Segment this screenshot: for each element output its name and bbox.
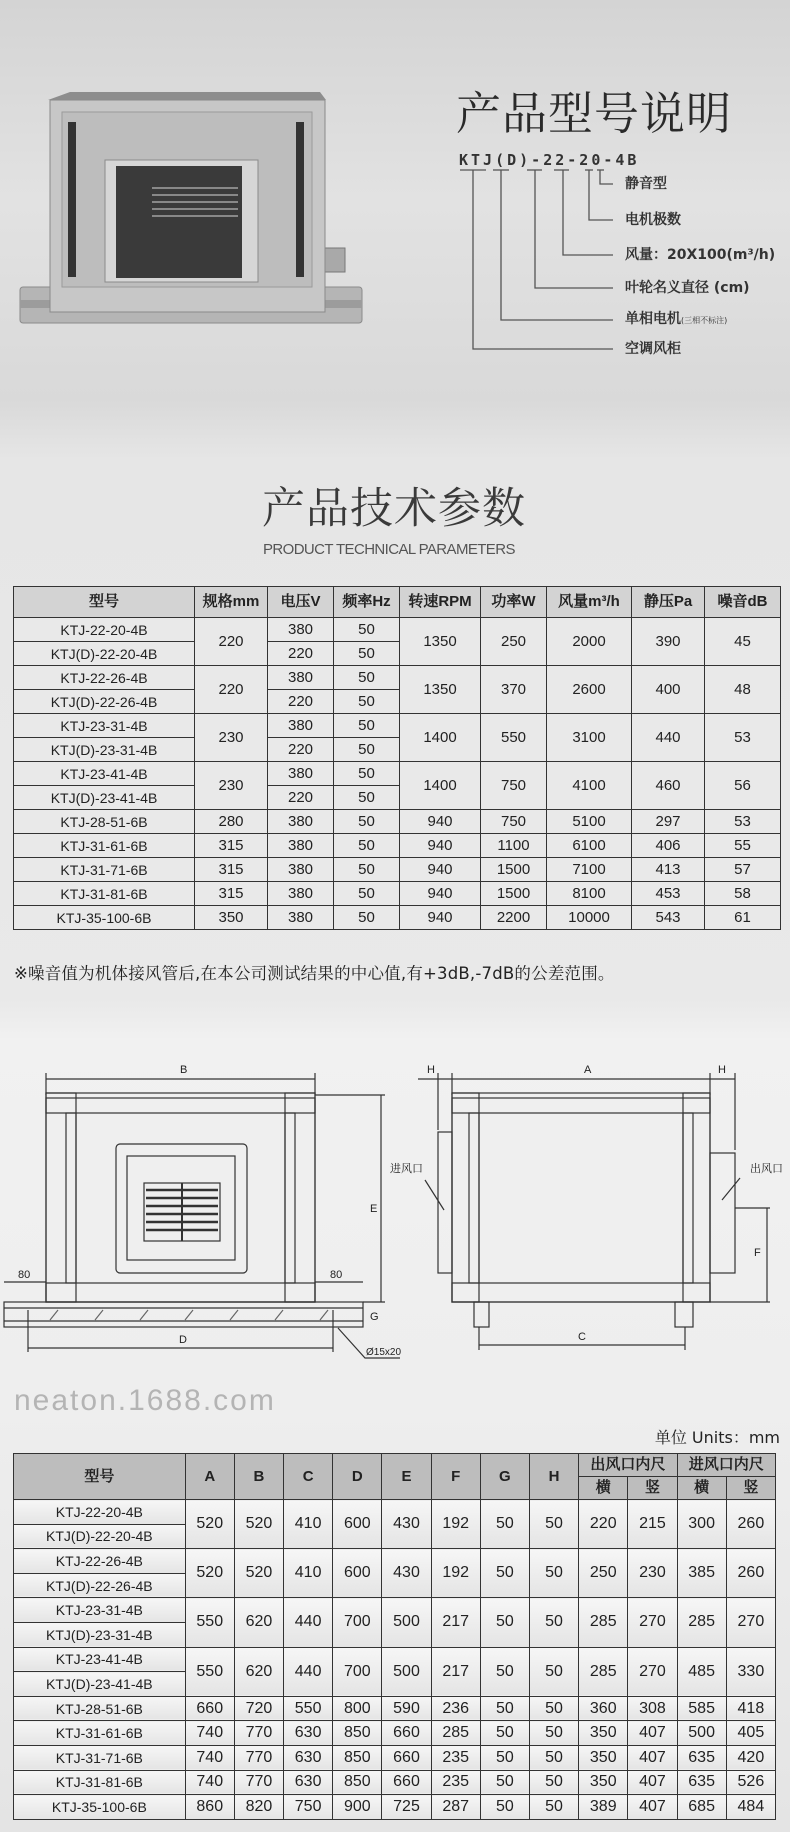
model-cell: KTJ-31-71-6B	[14, 858, 195, 882]
dim-label-h-left: H	[427, 1064, 435, 1076]
dimension-cell: 350	[579, 1745, 628, 1770]
dimension-cell: 50	[529, 1500, 578, 1549]
dimension-cell: 500	[382, 1647, 431, 1696]
pressure-cell: 390	[632, 618, 705, 666]
code-label-motor-poles: 电机极数	[625, 212, 681, 228]
dimension-cell: 850	[333, 1770, 382, 1795]
dimension-cell: 270	[628, 1598, 677, 1647]
column-header: 风量m³/h	[547, 587, 632, 618]
spec-cell: 220	[195, 618, 268, 666]
voltage-cell: 380	[268, 834, 334, 858]
frequency-cell: 50	[334, 834, 400, 858]
noise-cell: 53	[705, 810, 781, 834]
model-cell: KTJ(D)-23-31-4B	[14, 738, 195, 762]
dimension-cell: 217	[431, 1598, 480, 1647]
dimension-cell: 410	[284, 1500, 333, 1549]
table-row	[14, 1549, 776, 1574]
dimension-cell: 526	[726, 1770, 775, 1795]
dimension-cell: 50	[529, 1647, 578, 1696]
dimension-cell: 260	[726, 1500, 775, 1549]
code-label-cabinet: 空调风柜	[625, 341, 681, 357]
column-header: H	[529, 1454, 578, 1500]
table-row	[14, 1770, 776, 1795]
dimension-cell: 630	[284, 1770, 333, 1795]
dimension-cell: 440	[284, 1647, 333, 1696]
pressure-cell: 440	[632, 714, 705, 762]
rpm-cell: 1400	[400, 762, 481, 810]
column-header: B	[234, 1454, 283, 1500]
dimension-cell: 620	[234, 1647, 283, 1696]
dimension-cell: 285	[677, 1598, 726, 1647]
code-label-airflow: 风量：20X100(m³/h)	[625, 247, 776, 263]
dimension-cell: 236	[431, 1696, 480, 1721]
voltage-cell: 220	[268, 642, 334, 666]
code-label-impeller-diameter: 叶轮名义直径 (cm)	[625, 280, 750, 296]
dimension-cell: 635	[677, 1745, 726, 1770]
airflow-cell: 8100	[547, 882, 632, 906]
dimension-cell: 50	[529, 1721, 578, 1746]
dimension-cell: 600	[333, 1500, 382, 1549]
dimension-cell: 50	[480, 1549, 529, 1598]
frequency-cell: 50	[334, 618, 400, 642]
dimension-cell: 230	[628, 1549, 677, 1598]
tech-params-table	[13, 586, 781, 930]
dimension-cell: 800	[333, 1696, 382, 1721]
column-header: 转速RPM	[400, 587, 481, 618]
dimension-cell: 50	[480, 1745, 529, 1770]
rpm-cell: 1400	[400, 714, 481, 762]
dimension-cell: 192	[431, 1549, 480, 1598]
voltage-cell: 220	[268, 786, 334, 810]
power-cell: 1500	[481, 858, 547, 882]
sub-header: 竖	[726, 1477, 775, 1500]
tech-params-title: 产品技术参数	[262, 484, 526, 534]
dimension-cell: 270	[726, 1598, 775, 1647]
rpm-cell: 940	[400, 882, 481, 906]
model-cell: KTJ-35-100-6B	[14, 906, 195, 930]
model-cell: KTJ(D)-22-26-4B	[14, 1573, 186, 1598]
dimension-cell: 630	[284, 1721, 333, 1746]
dimension-cell: 485	[677, 1647, 726, 1696]
table-row	[14, 1795, 776, 1820]
voltage-cell: 220	[268, 738, 334, 762]
power-cell: 250	[481, 618, 547, 666]
dimension-cell: 750	[284, 1795, 333, 1820]
model-cell: KTJ-31-61-6B	[14, 1721, 186, 1746]
model-cell: KTJ-22-26-4B	[14, 1549, 186, 1574]
dimension-cell: 550	[284, 1696, 333, 1721]
rpm-cell: 940	[400, 906, 481, 930]
spec-cell: 280	[195, 810, 268, 834]
dimension-cell: 217	[431, 1647, 480, 1696]
code-label-single-phase-note: (三相不标注)	[681, 316, 728, 325]
model-cell: KTJ(D)-22-20-4B	[14, 642, 195, 666]
voltage-cell: 220	[268, 690, 334, 714]
dimension-cell: 740	[185, 1770, 234, 1795]
dimension-cell: 350	[579, 1721, 628, 1746]
table-row	[14, 1598, 776, 1623]
dimension-cell: 700	[333, 1647, 382, 1696]
model-cell: KTJ(D)-23-41-4B	[14, 1672, 186, 1697]
model-cell: KTJ(D)-23-31-4B	[14, 1622, 186, 1647]
model-cell: KTJ-23-41-4B	[14, 762, 195, 786]
code-label-silent: 静音型	[625, 176, 667, 192]
group-header: 进风口内尺	[677, 1454, 775, 1477]
dimension-drawing	[0, 1040, 790, 1370]
dimension-cell: 50	[480, 1770, 529, 1795]
dimension-cell: 330	[726, 1647, 775, 1696]
dimension-cell: 660	[382, 1745, 431, 1770]
table-row	[14, 858, 781, 882]
model-cell: KTJ-23-41-4B	[14, 1647, 186, 1672]
dimension-cell: 500	[382, 1598, 431, 1647]
column-header: C	[284, 1454, 333, 1500]
dimension-cell: 50	[480, 1500, 529, 1549]
model-cell: KTJ-35-100-6B	[14, 1795, 186, 1820]
dimension-cell: 360	[579, 1696, 628, 1721]
dimension-cell: 389	[579, 1795, 628, 1820]
dimension-cell: 308	[628, 1696, 677, 1721]
frequency-cell: 50	[334, 858, 400, 882]
dim-label-b: B	[180, 1064, 188, 1076]
column-header: G	[480, 1454, 529, 1500]
table-row	[14, 1721, 776, 1746]
side-view-drawing	[418, 1073, 770, 1350]
model-cell: KTJ(D)-23-41-4B	[14, 786, 195, 810]
rpm-cell: 1350	[400, 618, 481, 666]
dimension-cell: 520	[185, 1549, 234, 1598]
dimension-cell: 50	[480, 1721, 529, 1746]
dimension-cell: 630	[284, 1745, 333, 1770]
group-header: 出风口内尺	[579, 1454, 677, 1477]
dimension-cell: 585	[677, 1696, 726, 1721]
dimension-cell: 600	[333, 1549, 382, 1598]
power-cell: 2200	[481, 906, 547, 930]
dim-label-c: C	[578, 1331, 586, 1343]
model-cell: KTJ-31-81-6B	[14, 1770, 186, 1795]
dimension-cell: 350	[579, 1770, 628, 1795]
dimension-cell: 520	[234, 1549, 283, 1598]
table-row	[14, 666, 781, 690]
dimension-cell: 550	[185, 1647, 234, 1696]
frequency-cell: 50	[334, 786, 400, 810]
airflow-cell: 5100	[547, 810, 632, 834]
column-header: 功率W	[481, 587, 547, 618]
dimension-cell: 220	[579, 1500, 628, 1549]
model-cell: KTJ-22-26-4B	[14, 666, 195, 690]
noise-cell: 45	[705, 618, 781, 666]
airflow-cell: 2000	[547, 618, 632, 666]
table-row	[14, 618, 781, 642]
dimension-cell: 50	[529, 1795, 578, 1820]
pressure-cell: 406	[632, 834, 705, 858]
column-header: F	[431, 1454, 480, 1500]
dimension-cell: 820	[234, 1795, 283, 1820]
dimension-cell: 405	[726, 1721, 775, 1746]
dim-label-80-right: 80	[330, 1269, 343, 1281]
airflow-cell: 3100	[547, 714, 632, 762]
table-row	[14, 1647, 776, 1672]
dimension-cell: 235	[431, 1745, 480, 1770]
spec-cell: 220	[195, 666, 268, 714]
dimension-cell: 287	[431, 1795, 480, 1820]
dimension-cell: 215	[628, 1500, 677, 1549]
power-cell: 750	[481, 762, 547, 810]
airflow-cell: 7100	[547, 858, 632, 882]
voltage-cell: 380	[268, 666, 334, 690]
model-explanation-title: 产品型号说明	[456, 87, 733, 140]
tech-params-subtitle: PRODUCT TECHNICAL PARAMETERS	[263, 541, 515, 558]
model-cell: KTJ-28-51-6B	[14, 1696, 186, 1721]
airflow-cell: 6100	[547, 834, 632, 858]
dim-label-f: F	[754, 1247, 761, 1259]
power-cell: 550	[481, 714, 547, 762]
dimension-cell: 720	[234, 1696, 283, 1721]
rpm-cell: 940	[400, 834, 481, 858]
column-header: A	[185, 1454, 234, 1500]
code-label-single-phase-text: 单相电机	[625, 311, 681, 327]
dimension-cell: 285	[579, 1647, 628, 1696]
dimension-cell: 430	[382, 1500, 431, 1549]
dimension-cell: 407	[628, 1745, 677, 1770]
outlet-label: 出风口	[750, 1163, 783, 1175]
dimension-cell: 850	[333, 1721, 382, 1746]
power-cell: 1500	[481, 882, 547, 906]
dimension-cell: 50	[529, 1745, 578, 1770]
dimension-cell: 235	[431, 1770, 480, 1795]
dim-label-80-left: 80	[18, 1269, 31, 1281]
voltage-cell: 380	[268, 810, 334, 834]
noise-cell: 53	[705, 714, 781, 762]
dim-label-g: G	[370, 1311, 379, 1323]
voltage-cell: 380	[268, 618, 334, 642]
dimension-cell: 900	[333, 1795, 382, 1820]
dimension-cell: 285	[579, 1598, 628, 1647]
dimension-cell: 50	[480, 1647, 529, 1696]
model-cell: KTJ-23-31-4B	[14, 1598, 186, 1623]
table-row	[14, 1500, 776, 1525]
noise-cell: 61	[705, 906, 781, 930]
inlet-label: 进风口	[390, 1163, 423, 1175]
dimension-cell: 500	[677, 1721, 726, 1746]
dimension-cell: 740	[185, 1745, 234, 1770]
dimension-cell: 407	[628, 1770, 677, 1795]
dimension-cell: 850	[333, 1745, 382, 1770]
rpm-cell: 940	[400, 858, 481, 882]
pressure-cell: 400	[632, 666, 705, 714]
dimension-cell: 550	[185, 1598, 234, 1647]
airflow-cell: 10000	[547, 906, 632, 930]
voltage-cell: 380	[268, 714, 334, 738]
pressure-cell: 453	[632, 882, 705, 906]
dimension-cell: 418	[726, 1696, 775, 1721]
model-cell: KTJ-28-51-6B	[14, 810, 195, 834]
dim-label-h-right: H	[718, 1064, 726, 1076]
table-row	[14, 882, 781, 906]
model-cell: KTJ(D)-22-20-4B	[14, 1524, 186, 1549]
model-code-example: KTJ(D)-22-20-4B	[459, 151, 640, 169]
table-row	[14, 1696, 776, 1721]
frequency-cell: 50	[334, 666, 400, 690]
noise-cell: 58	[705, 882, 781, 906]
column-header: E	[382, 1454, 431, 1500]
dimension-cell: 50	[529, 1696, 578, 1721]
table-row	[14, 762, 781, 786]
column-header: 频率Hz	[334, 587, 400, 618]
dimension-cell: 440	[284, 1598, 333, 1647]
dimension-cell: 300	[677, 1500, 726, 1549]
dimension-cell: 635	[677, 1770, 726, 1795]
column-header: 型号	[14, 587, 195, 618]
front-view-drawing	[4, 1073, 400, 1358]
dimension-cell: 407	[628, 1721, 677, 1746]
dimension-cell: 270	[628, 1647, 677, 1696]
power-cell: 370	[481, 666, 547, 714]
column-header: 电压V	[268, 587, 334, 618]
noise-cell: 48	[705, 666, 781, 714]
pressure-cell: 413	[632, 858, 705, 882]
pressure-cell: 297	[632, 810, 705, 834]
sub-header: 横	[579, 1477, 628, 1500]
dim-label-hole: Ø15x20	[366, 1347, 402, 1358]
dimension-cell: 660	[382, 1721, 431, 1746]
dimensions-header-row	[14, 1454, 776, 1477]
noise-cell: 55	[705, 834, 781, 858]
column-header: D	[333, 1454, 382, 1500]
dimension-cell: 520	[234, 1500, 283, 1549]
table-row	[14, 1745, 776, 1770]
table-row	[14, 834, 781, 858]
table-row	[14, 714, 781, 738]
table-row	[14, 810, 781, 834]
model-cell: KTJ-31-71-6B	[14, 1745, 186, 1770]
dimension-cell: 50	[480, 1696, 529, 1721]
spec-cell: 315	[195, 834, 268, 858]
voltage-cell: 380	[268, 882, 334, 906]
model-cell: KTJ-31-81-6B	[14, 882, 195, 906]
voltage-cell: 380	[268, 906, 334, 930]
units-label: 单位 Units：mm	[654, 1428, 780, 1447]
model-cell: KTJ-31-61-6B	[14, 834, 195, 858]
noise-tolerance-note: ※噪音值为机体接风管后,在本公司测试结果的中心值,有+3dB,-7dB的公差范围。	[14, 964, 615, 983]
column-header: 型号	[14, 1454, 186, 1500]
rpm-cell: 940	[400, 810, 481, 834]
dimension-cell: 285	[431, 1721, 480, 1746]
dimension-cell: 484	[726, 1795, 775, 1820]
dimension-cell: 860	[185, 1795, 234, 1820]
dimension-cell: 770	[234, 1721, 283, 1746]
voltage-cell: 380	[268, 858, 334, 882]
dimension-cell: 770	[234, 1770, 283, 1795]
dimension-cell: 660	[382, 1770, 431, 1795]
frequency-cell: 50	[334, 810, 400, 834]
column-header: 静压Pa	[632, 587, 705, 618]
spec-cell: 315	[195, 882, 268, 906]
dimension-cell: 50	[529, 1549, 578, 1598]
dimension-cell: 740	[185, 1721, 234, 1746]
airflow-cell: 2600	[547, 666, 632, 714]
watermark: neaton.1688.com	[14, 1384, 276, 1417]
dim-label-d: D	[179, 1334, 187, 1346]
dimension-cell: 420	[726, 1745, 775, 1770]
rpm-cell: 1350	[400, 666, 481, 714]
frequency-cell: 50	[334, 690, 400, 714]
dimension-cell: 50	[529, 1770, 578, 1795]
dimension-cell: 700	[333, 1598, 382, 1647]
sub-header: 横	[677, 1477, 726, 1500]
column-header: 噪音dB	[705, 587, 781, 618]
tech-params-header-row	[14, 587, 781, 618]
dim-label-e: E	[370, 1203, 378, 1215]
power-cell: 750	[481, 810, 547, 834]
noise-cell: 56	[705, 762, 781, 810]
dimension-cell: 250	[579, 1549, 628, 1598]
airflow-cell: 4100	[547, 762, 632, 810]
dimension-cell: 590	[382, 1696, 431, 1721]
frequency-cell: 50	[334, 882, 400, 906]
frequency-cell: 50	[334, 906, 400, 930]
spec-cell: 350	[195, 906, 268, 930]
frequency-cell: 50	[334, 714, 400, 738]
dimension-cell: 430	[382, 1549, 431, 1598]
table-row	[14, 906, 781, 930]
pressure-cell: 460	[632, 762, 705, 810]
dimension-cell: 260	[726, 1549, 775, 1598]
dimension-cell: 50	[529, 1598, 578, 1647]
power-cell: 1100	[481, 834, 547, 858]
frequency-cell: 50	[334, 738, 400, 762]
dimension-cell: 50	[480, 1795, 529, 1820]
dimension-cell: 407	[628, 1795, 677, 1820]
dimension-cell: 620	[234, 1598, 283, 1647]
dimension-cell: 725	[382, 1795, 431, 1820]
code-label-single-phase	[625, 310, 727, 330]
frequency-cell: 50	[334, 642, 400, 666]
dimension-cell: 385	[677, 1549, 726, 1598]
column-header: 规格mm	[195, 587, 268, 618]
spec-cell: 315	[195, 858, 268, 882]
spec-cell: 230	[195, 714, 268, 762]
frequency-cell: 50	[334, 762, 400, 786]
dimension-cell: 685	[677, 1795, 726, 1820]
dim-label-a: A	[584, 1064, 592, 1076]
dimension-cell: 192	[431, 1500, 480, 1549]
model-cell: KTJ-22-20-4B	[14, 1500, 186, 1525]
voltage-cell: 380	[268, 762, 334, 786]
model-cell: KTJ-22-20-4B	[14, 618, 195, 642]
dimension-cell: 770	[234, 1745, 283, 1770]
model-cell: KTJ-23-31-4B	[14, 714, 195, 738]
noise-cell: 57	[705, 858, 781, 882]
pressure-cell: 543	[632, 906, 705, 930]
dimension-cell: 410	[284, 1549, 333, 1598]
dimension-cell: 50	[480, 1598, 529, 1647]
sub-header: 竖	[628, 1477, 677, 1500]
dimensions-table	[13, 1453, 776, 1820]
spec-cell: 230	[195, 762, 268, 810]
dimension-cell: 660	[185, 1696, 234, 1721]
model-cell: KTJ(D)-22-26-4B	[14, 690, 195, 714]
dimension-cell: 520	[185, 1500, 234, 1549]
